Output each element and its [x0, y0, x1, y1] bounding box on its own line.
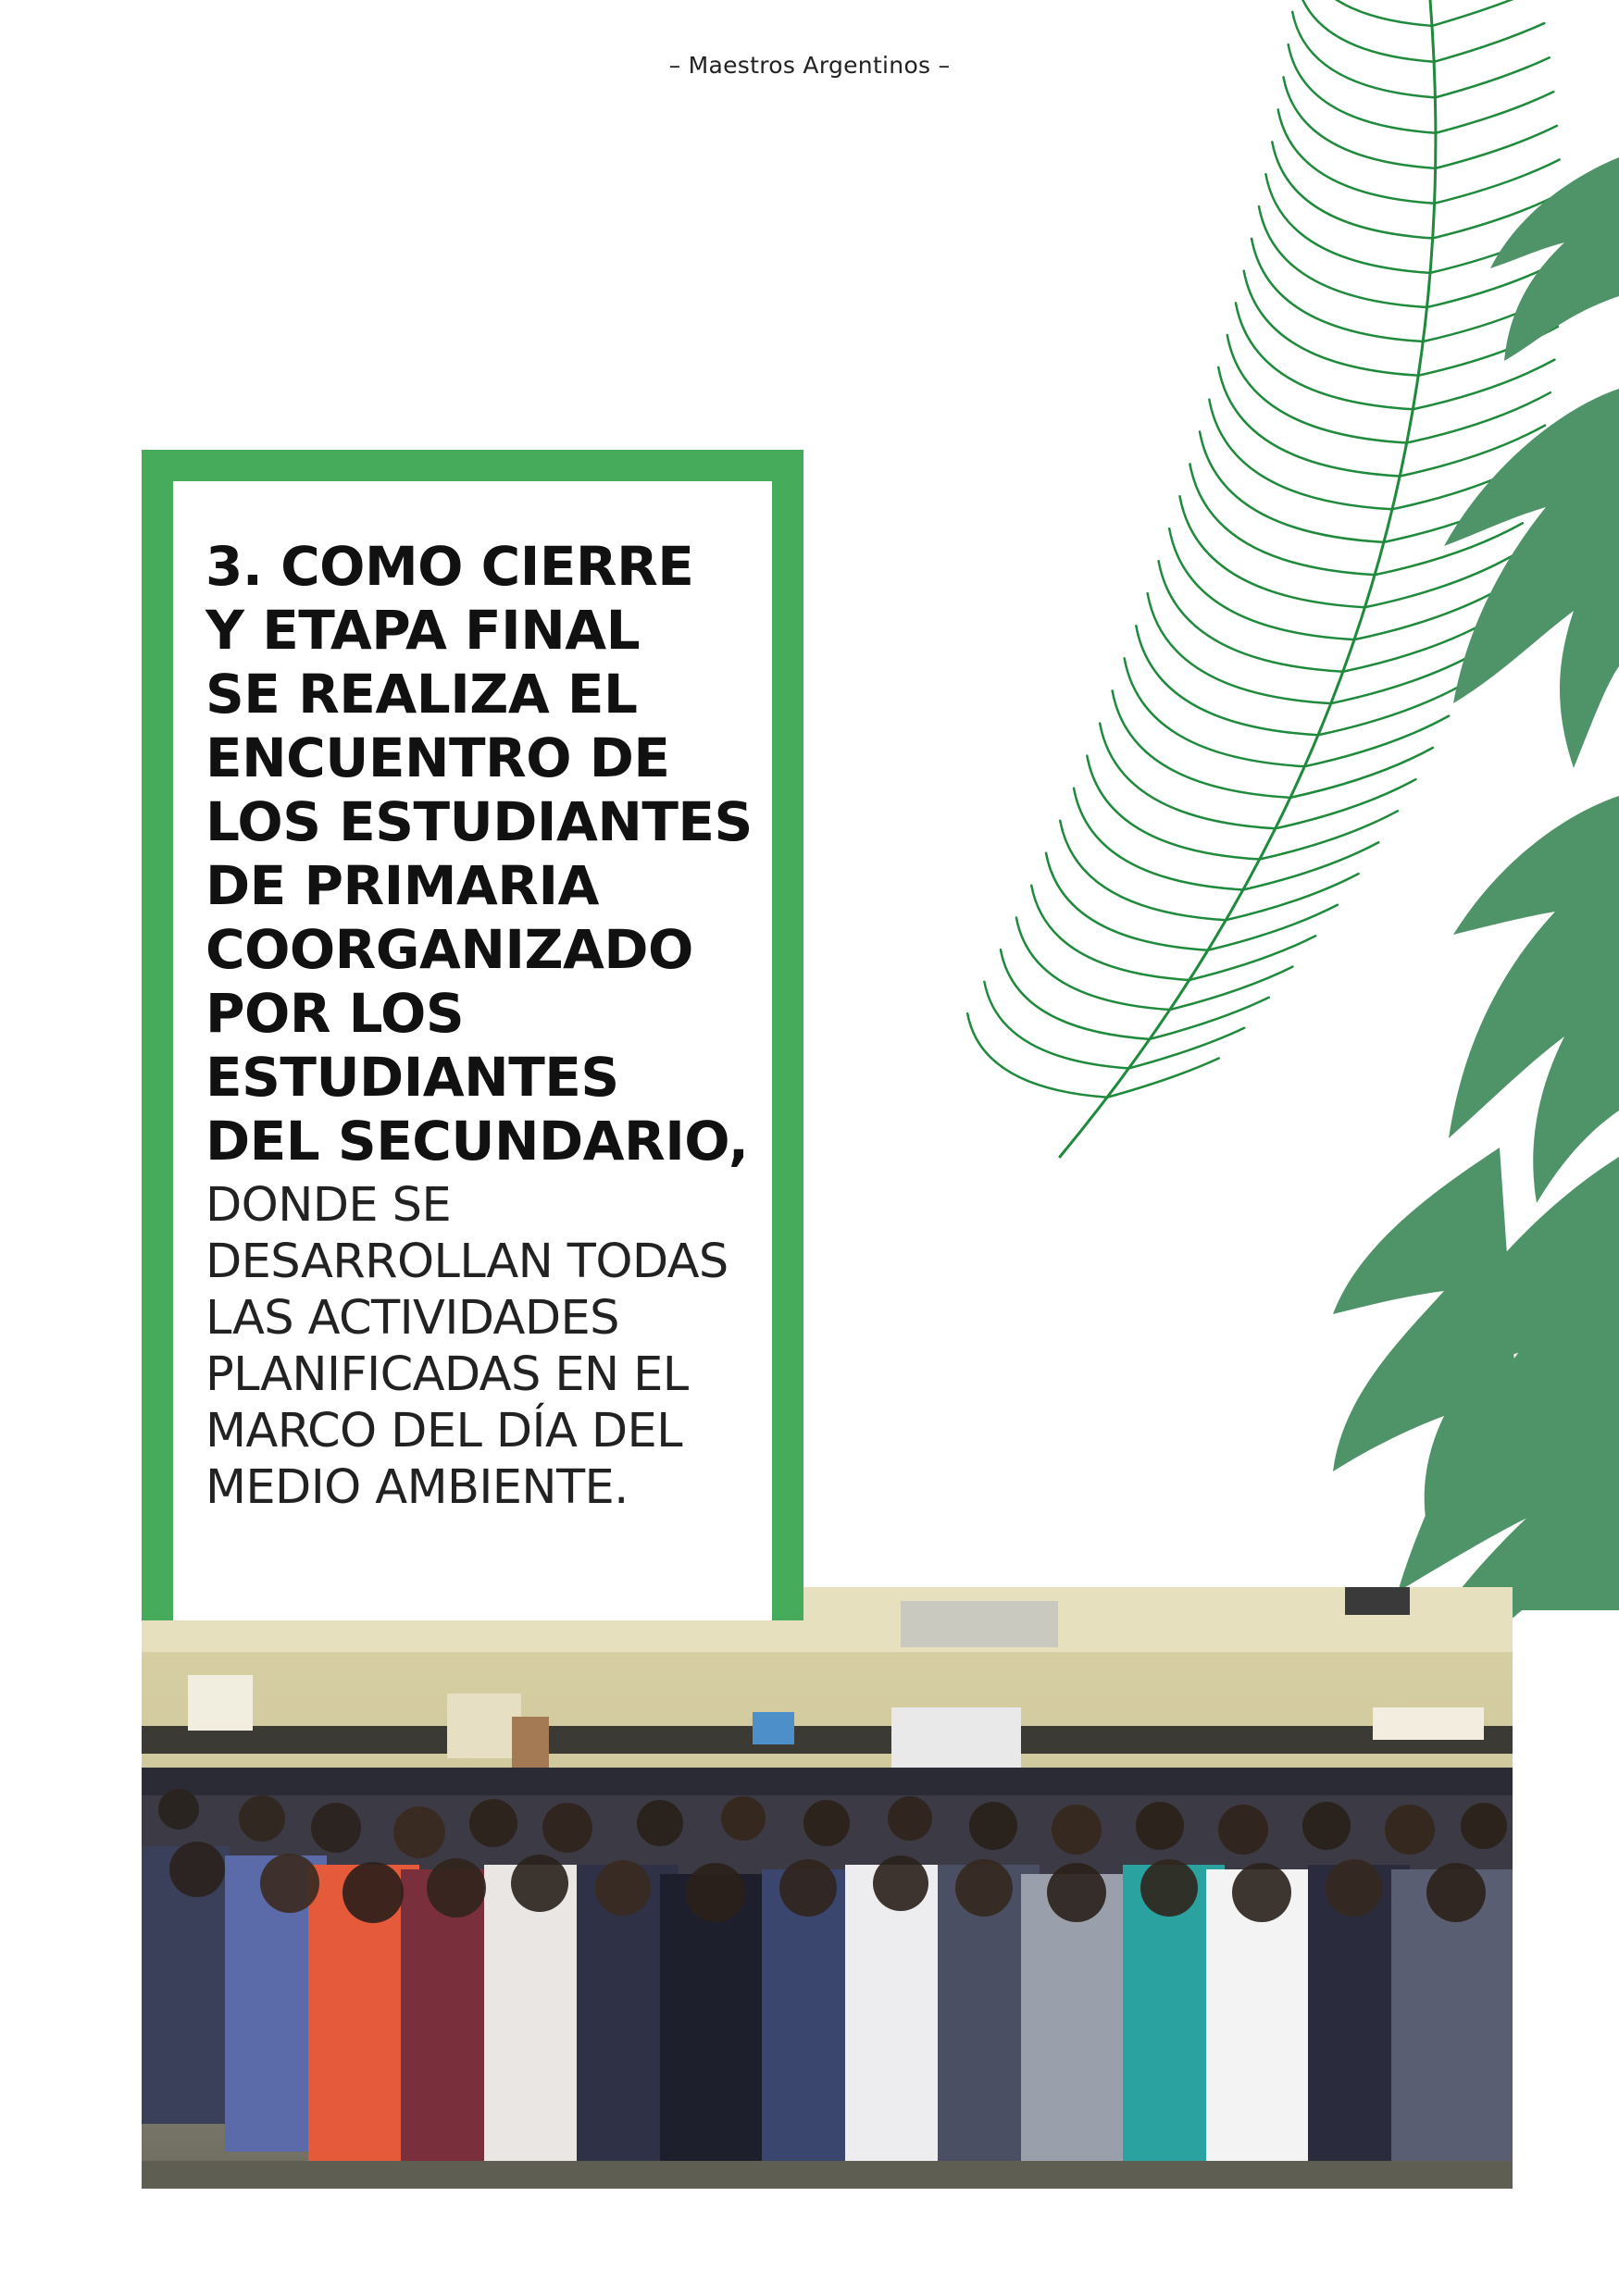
fern-leaflet — [1236, 303, 1413, 409]
fern-leaflet — [1434, 23, 1544, 62]
fern-leaflet — [1278, 109, 1435, 203]
fern-leaflet — [1272, 142, 1432, 238]
fern-leaflet — [1031, 886, 1189, 980]
fern-stem — [1060, 0, 1436, 1157]
fern-leaflet — [1150, 998, 1269, 1039]
fern-frond-illustration — [967, 0, 1562, 1157]
fern-leaflet — [1435, 159, 1560, 203]
fern-leaflet — [1159, 561, 1343, 672]
fern-leaflet — [984, 982, 1128, 1069]
fern-leaflet — [1209, 400, 1392, 510]
callout-panel — [173, 481, 772, 1620]
fern-leaflet — [1001, 949, 1150, 1039]
fern-leaflet — [1107, 1059, 1219, 1098]
fern-leaflet — [1226, 874, 1358, 920]
fern-leaflet — [1284, 77, 1436, 168]
fern-leaflet — [1296, 0, 1434, 62]
fern-leaflet — [1208, 905, 1338, 950]
fern-leaflet — [1179, 496, 1364, 607]
event-photo — [142, 1587, 1513, 2189]
callout-frame — [142, 450, 803, 1620]
fern-leaflet — [1189, 464, 1375, 575]
fern-leaflet — [1170, 967, 1293, 1010]
fern-leaflet — [1200, 431, 1384, 541]
fern-leaflet — [1290, 748, 1433, 798]
fern-leaflet — [1113, 690, 1290, 797]
fern-leaflet — [1244, 271, 1418, 376]
callout-heading: 3. COMO CIERRE Y ETAPA FINAL SE REALIZA EL ENCUENTRO DE LOS ESTUDIANTES DE PRIMARIA COORGANIZADO POR LOS ESTUDIANTES DEL SECUNDARIO, — [205, 535, 753, 1173]
running-header: – Maestros Argentinos – — [668, 52, 951, 79]
fern-leaflet — [1435, 57, 1549, 97]
fern-leaflet — [1227, 335, 1407, 442]
fern-leaflet — [1432, 0, 1538, 26]
fern-leaflet — [1436, 126, 1557, 168]
fern-leaflet — [1318, 684, 1463, 735]
fern-leaflet — [1189, 936, 1315, 980]
fern-leaflet — [1148, 593, 1331, 703]
callout-body: DONDE SE DESARROLLAN TODAS LAS ACTIVIDADES PLANIFICADAS EN EL MARCO DEL DÍA DEL MEDIO AMBIENTE. — [205, 1178, 729, 1515]
fern-leaflet — [1136, 626, 1318, 735]
palm-leaf-illustration — [1333, 157, 1619, 1647]
fern-leaflet — [1046, 853, 1208, 950]
fern-leaflet — [1128, 1028, 1244, 1069]
fern-leaflet — [1016, 918, 1170, 1011]
fern-leaflet — [967, 1013, 1107, 1098]
fern-leaflet — [1169, 528, 1354, 639]
fern-leaflet — [1289, 44, 1436, 133]
fern-leaflet — [1436, 92, 1553, 133]
fern-leaflet — [1218, 367, 1400, 477]
fern-leaflet — [1375, 523, 1523, 575]
fern-leaflet — [1125, 658, 1305, 766]
fern-leaflet — [1304, 716, 1449, 767]
fern-leaflet — [1407, 392, 1551, 442]
